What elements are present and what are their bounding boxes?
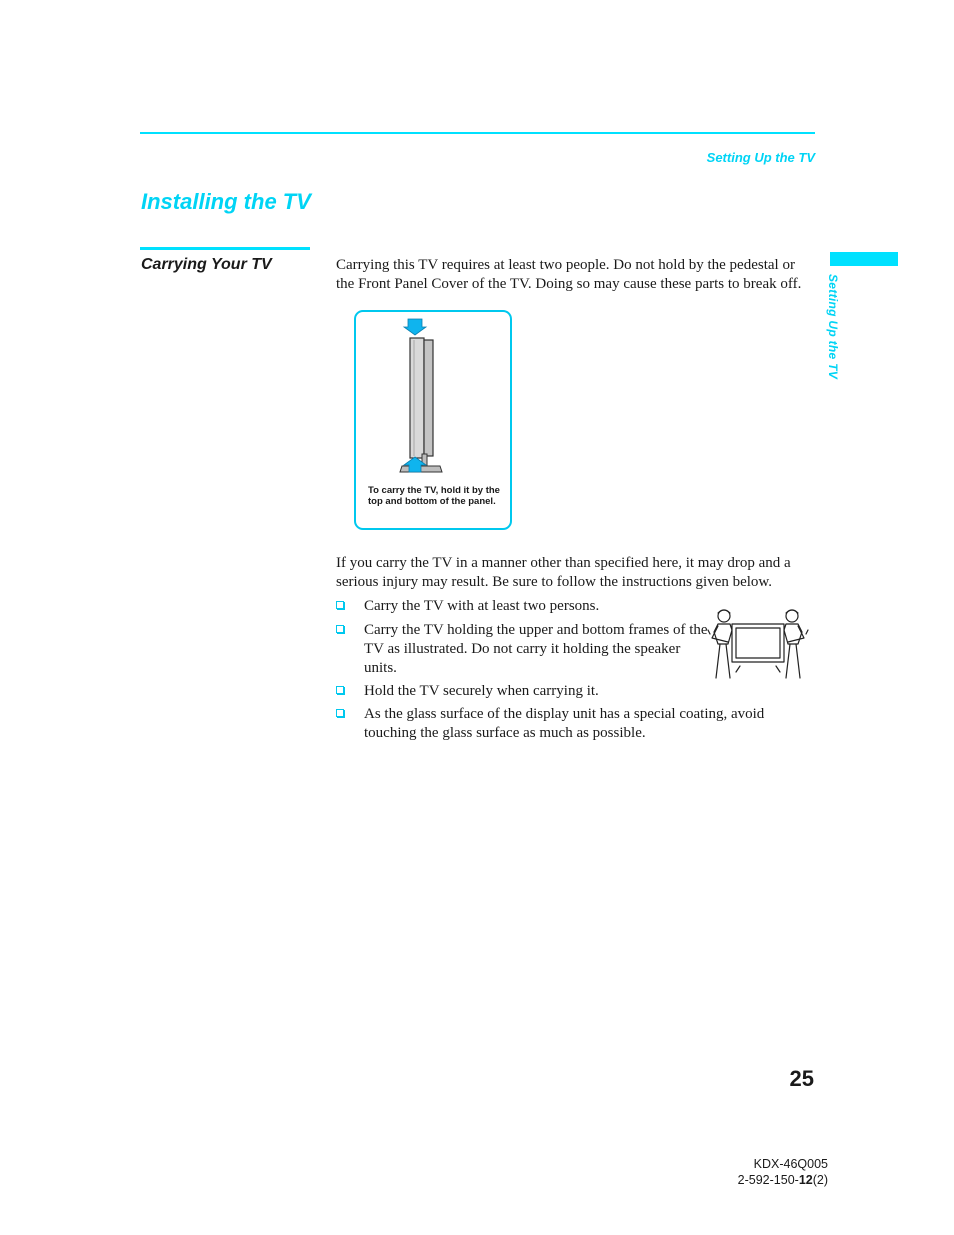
checkbox-bullet-icon — [336, 625, 344, 633]
subsection-title: Carrying Your TV — [141, 256, 272, 273]
figure-caption: To carry the TV, hold it by the top and bottom of the panel. — [368, 485, 500, 507]
checkbox-bullet-icon — [336, 601, 344, 609]
list-item: Carry the TV with at least two persons. — [336, 597, 816, 617]
warning-paragraph: If you carry the TV in a manner other than specified here, it may drop and a serious injury may result. Be sure to follow the instructions given below. — [336, 555, 791, 590]
running-header: Setting Up the TV — [706, 150, 815, 165]
footer-code: 2-592-150-12(2) — [737, 1173, 828, 1187]
footer — [738, 1156, 828, 1188]
footer-model: KDX-46Q005 — [753, 1157, 828, 1171]
tv-side-view-illustration — [380, 316, 470, 480]
arrow-down-icon — [404, 319, 426, 335]
checkbox-bullet-icon — [336, 686, 344, 694]
list-item: As the glass surface of the display unit has a special coating, avoid touching the glass surface as much as possible. — [336, 705, 816, 745]
list-item: Hold the TV securely when carrying it. — [336, 682, 816, 702]
intro-paragraph: Carrying this TV requires at least two people. Do not hold by the pedestal or the Front Panel Cover of the TV. Doing so may cause these parts to break off. — [336, 257, 802, 292]
list-item: Carry the TV holding the upper and bottom frames of the TV as illustrated. Do not carry it holding the speaker units. — [336, 621, 816, 681]
side-tab-label: Setting Up the TV — [826, 274, 840, 380]
section-title: Installing the TV — [141, 189, 311, 214]
checkbox-bullet-icon — [336, 709, 344, 717]
two-people-carrying-tv-illustration — [706, 604, 810, 682]
subsection-rule — [140, 247, 310, 250]
side-tab — [830, 252, 898, 266]
header-rule — [140, 132, 815, 134]
page-number: 25 — [789, 1066, 814, 1091]
